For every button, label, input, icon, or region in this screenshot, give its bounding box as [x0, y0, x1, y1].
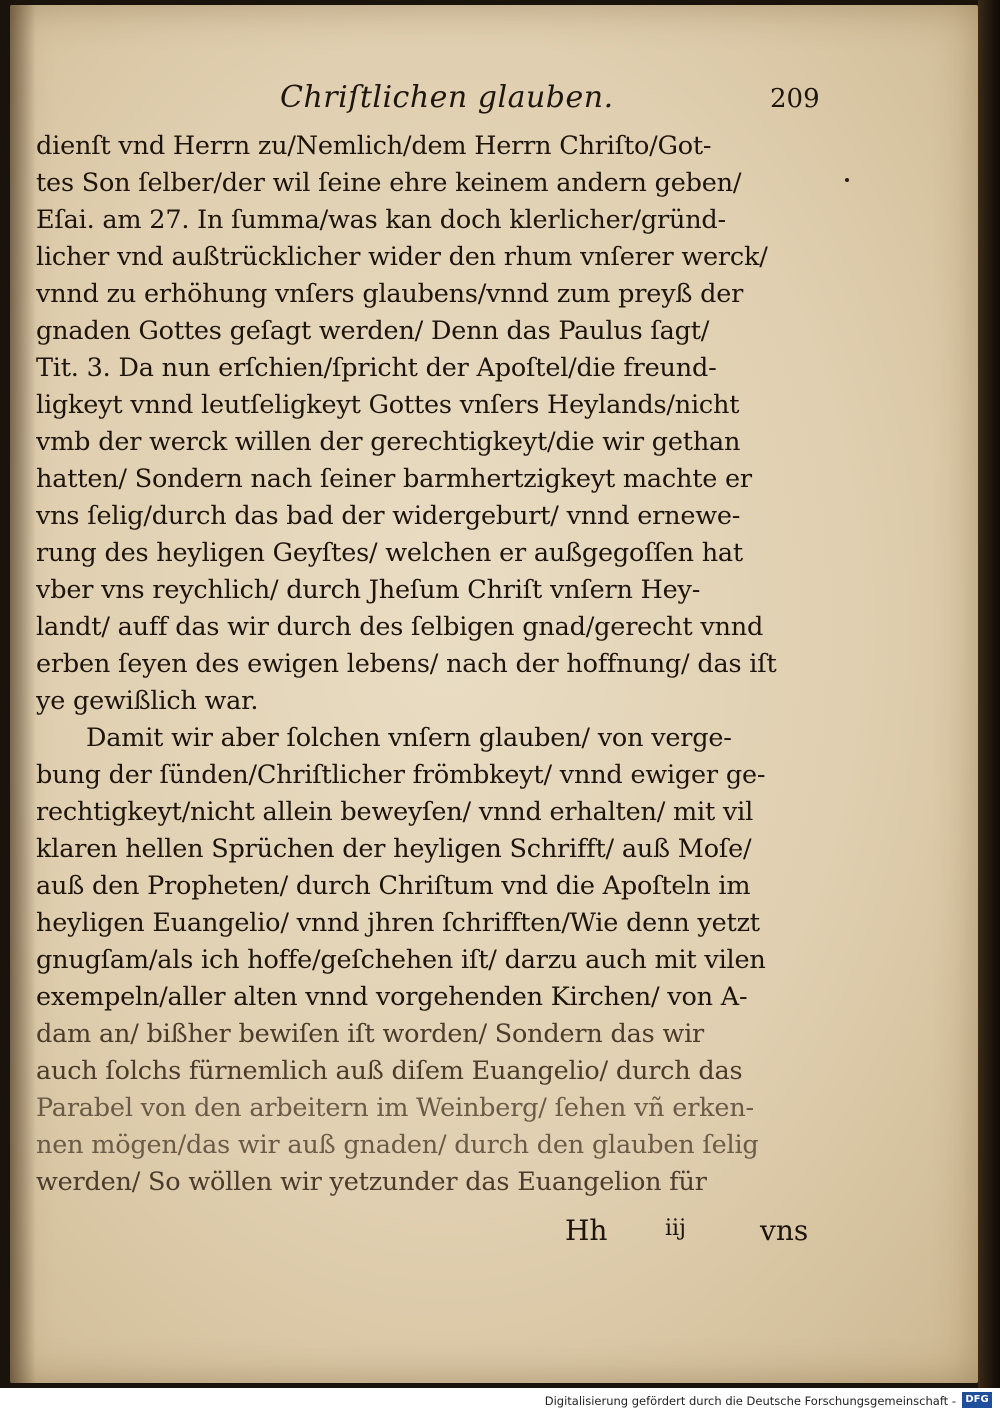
text-line: werden/ So wöllen wir yetzunder das Euangelion für — [36, 1167, 707, 1197]
text-line: vber vns reychlich/ durch Jheſum Chriſt vnſern Hey- — [36, 575, 701, 605]
body-text — [36, 128, 836, 1201]
text-line: rung des heyligen Geyſtes/ welchen er außgegoſſen hat — [36, 538, 743, 568]
text-line: ligkeyt vnnd leutſeligkeyt Gottes vnſers Heylands/nicht — [36, 390, 740, 420]
text-line: Parabel von den arbeitern im Weinberg/ ſehen vñ erken- — [36, 1093, 754, 1123]
signature-mark: Hh — [565, 1214, 608, 1247]
text-line: gnaden Gottes geſagt werden/ Denn das Paulus ſagt/ — [36, 316, 710, 346]
text-line: Eſai. am 27. In ſumma/was kan doch klerlicher/gründ- — [36, 205, 726, 235]
text-line: landt/ auff das wir durch des ſelbigen gnad/gerecht vnnd — [36, 612, 764, 642]
text-line: auch ſolchs fürnemlich auß diſem Euangelio/ durch das — [36, 1056, 743, 1086]
footer-bar — [0, 1388, 1000, 1413]
text-line: Tit. 3. Da nun erſchien/ſpricht der Apoſtel/die freund- — [36, 353, 717, 383]
text-line: nen mögen/das wir auß gnaden/ durch den glauben ſelig — [36, 1130, 759, 1160]
text-line: rechtigkeyt/nicht allein beweyſen/ vnnd erhalten/ mit vil — [36, 797, 754, 827]
text-line: klaren hellen Sprüchen der heyligen Schrifft/ auß Moſe/ — [36, 834, 752, 864]
text-line: erben ſeyen des ewigen lebens/ nach der hoffnung/ das iſt — [36, 649, 777, 679]
page-edge — [978, 0, 1000, 1388]
text-line: bung der ſünden/Chriſtlicher frömbkeyt/ vnnd ewiger ge- — [36, 760, 766, 790]
running-title: Chriſtlichen glauben. — [280, 80, 614, 115]
text-line: dam an/ bißher bewiſen iſt worden/ Sondern das wir — [36, 1019, 705, 1049]
dfg-logo: DFG — [962, 1392, 992, 1408]
text-line: licher vnd außtrücklicher wider den rhum vnſerer werck/ — [36, 242, 768, 272]
text-line: gnugſam/als ich hoffe/geſchehen iſt/ darzu auch mit vilen — [36, 945, 766, 975]
page-gutter-shadow — [10, 5, 36, 1383]
ink-speck — [845, 178, 849, 182]
text-line: vnnd zu erhöhung vnſers glaubens/vnnd zum preyß der — [36, 279, 744, 309]
text-line: ye gewißlich war. — [36, 686, 259, 716]
text-line: vns ſelig/durch das bad der widergeburt/ vnnd ernewe- — [36, 501, 741, 531]
text-line: exempeln/aller alten vnnd vorgehenden Kirchen/ von A- — [36, 982, 748, 1012]
text-line: Damit wir aber ſolchen vnſern glauben/ von verge- — [86, 723, 732, 753]
catchword: vns — [760, 1214, 809, 1247]
funding-credit: Digitalisierung gefördert durch die Deutsche Forschungsgemeinschaft - — [544, 1394, 956, 1408]
text-line: tes Son ſelber/der wil ſeine ehre keinem andern geben/ — [36, 168, 742, 198]
signature-number: iij — [665, 1216, 686, 1241]
page-signature-line — [0, 1210, 1000, 1255]
text-line: auß den Propheten/ durch Chriſtum vnd die Apoſteln im — [36, 871, 751, 901]
text-line: vmb der werck willen der gerechtigkeyt/die wir gethan — [36, 427, 741, 457]
text-line: heyligen Euangelio/ vnnd jhren ſchrifften/Wie denn yetzt — [36, 908, 760, 938]
text-line: dienſt vnd Herrn zu/Nemlich/dem Herrn Chriſto/Got- — [36, 131, 712, 161]
text-line: hatten/ Sondern nach ſeiner barmhertzigkeyt machte er — [36, 464, 752, 494]
page-number: 209 — [770, 84, 820, 114]
page-header — [0, 72, 1000, 124]
